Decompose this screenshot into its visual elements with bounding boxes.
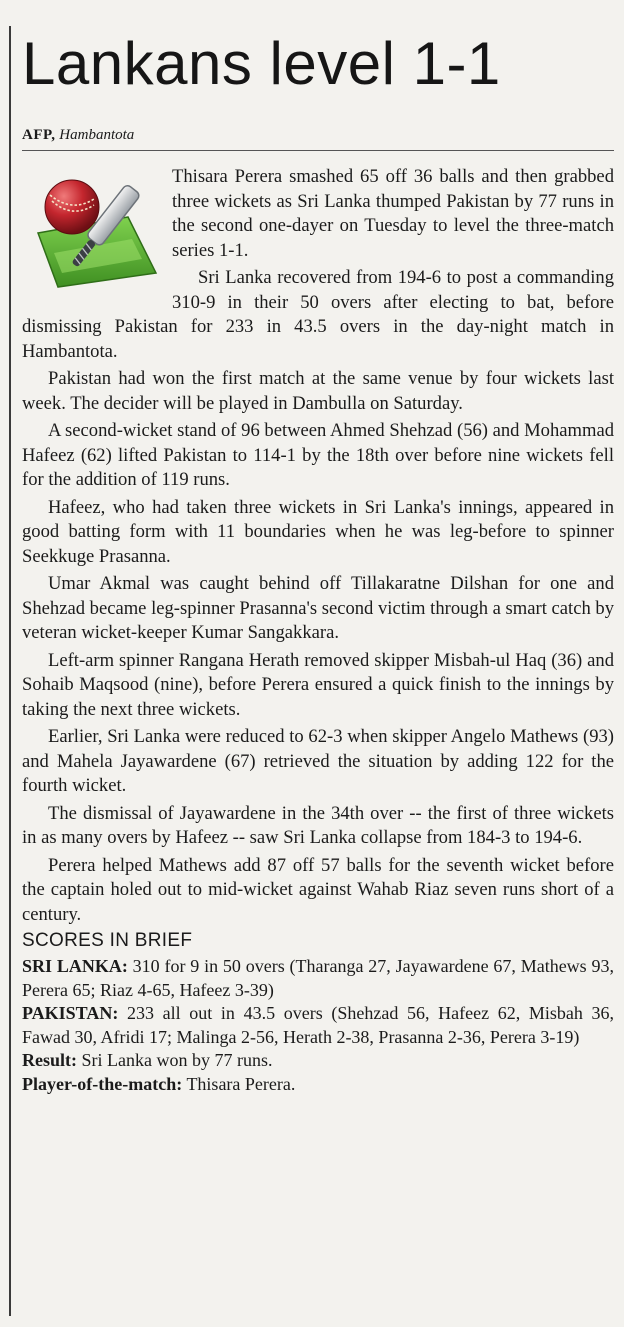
byline — [22, 126, 614, 144]
cricket-ball-and-bat-icon — [32, 169, 160, 297]
article-body — [22, 165, 614, 1096]
score-line — [22, 1049, 614, 1073]
byline-divider — [22, 150, 614, 151]
paragraph: Pakistan had won the first match at the same venue by four wickets last week. The decider will be played in Dambulla on Saturday. — [22, 368, 614, 414]
byline-agency: AFP, — [22, 127, 56, 143]
score-label: Player-of-the-match: — [22, 1073, 183, 1094]
paragraph: Hafeez, who had taken three wickets in Sri Lanka's innings, appeared in good batting form with 11 boundaries when he was leg-before to spinner Seekkuge Prasanna. — [22, 496, 614, 567]
news-article — [22, 28, 614, 1096]
scores-heading: SCORES IN BRIEF — [22, 930, 193, 951]
score-text: 310 for 9 in 50 overs (Tharanga 27, Jayawardene 67, Mathews 93, Perera 65; Riaz 4-65, Hafeez 3-39) — [22, 956, 614, 1000]
score-label: Result: — [22, 1050, 77, 1070]
score-label: SRI LANKA: — [22, 956, 128, 976]
score-text: Sri Lanka won by 77 runs. — [77, 1050, 273, 1070]
score-text: 233 all out in 43.5 overs (Shehzad 56, Hafeez 62, Misbah 36, Fawad 30, Afridi 17; Malinga 2-56, Herath 2-38, Prasanna 2-36, Perera 3-19) — [22, 1003, 614, 1047]
paragraph: Sri Lanka recovered from 194-6 to post a commanding 310-9 in their 50 overs after electing to bat, before dismissing Pakistan for 233 in 43.5 overs in the day-night match in Hambantota. — [22, 267, 614, 362]
paragraph: Earlier, Sri Lanka were reduced to 62-3 when skipper Angelo Mathews (93) and Mahela Jayawardene (67) retrieved the situation by adding 122 for the fourth wicket. — [22, 726, 614, 796]
headline: Lankans level 1-1 — [22, 30, 501, 97]
score-line — [22, 1002, 614, 1049]
byline-place: Hambantota — [59, 127, 135, 143]
paragraph: Umar Akmal was caught behind off Tillakaratne Dilshan for one and Shehzad became leg-spinner Prasanna's second victim through a smart catch by veteran wicket-keeper Kumar Sangakkara. — [22, 573, 614, 643]
paragraph: Left-arm spinner Rangana Herath removed skipper Misbah-ul Haq (36) and Sohaib Maqsood (nine), before Perera ensured a quick finish to the innings by taking the next three wickets. — [22, 649, 614, 720]
score-label: PAKISTAN: — [22, 1003, 119, 1023]
score-line — [22, 955, 614, 1002]
paragraph: The dismissal of Jayawardene in the 34th over -- the first of three wickets in as many overs by Hafeez -- saw Sri Lanka collapse from 184-3 to 194-6. — [22, 802, 614, 848]
score-line — [22, 1073, 614, 1097]
score-text: Thisara Perera. — [182, 1073, 296, 1094]
scores-in-brief — [22, 930, 614, 1096]
paragraph: Thisara Perera smashed 65 off 36 balls and then grabbed three wickets as Sri Lanka thumped Pakistan by 77 runs in the second one-dayer on Tuesday to level the three-match series 1-1. — [172, 166, 614, 261]
column-rule — [9, 26, 11, 1316]
paragraph: Perera helped Mathews add 87 off 57 balls for the seventh wicket before the captain holed out to mid-wicket against Wahab Riaz seven runs short of a century. — [22, 854, 614, 925]
paragraph: A second-wicket stand of 96 between Ahmed Shehzad (56) and Mohammad Hafeez (62) lifted Pakistan to 114-1 by the 18th over before nine wickets fell for the addition of 119 runs. — [22, 420, 614, 490]
